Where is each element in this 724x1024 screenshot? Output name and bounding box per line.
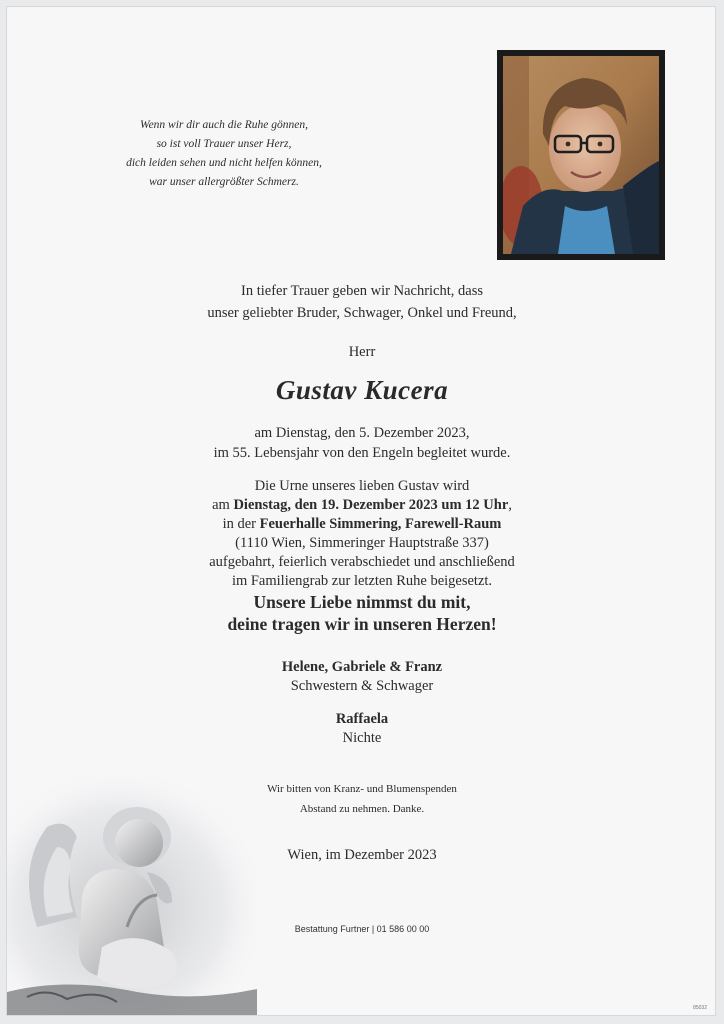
memorial-motto — [7, 591, 716, 635]
angel-image — [7, 777, 257, 1016]
service-venue-pre: in der — [222, 516, 260, 532]
quote-line: so ist voll Trauer unser Herz, — [156, 138, 292, 150]
mourner-names: Raffaela — [335, 711, 389, 727]
service-details — [7, 477, 716, 591]
mourner-relation: Schwestern & Schwager — [290, 678, 434, 694]
service-datetime-bold: Dienstag, den 19. Dezember 2023 um 12 Uhr — [233, 497, 509, 513]
portrait-image — [503, 56, 659, 254]
quote-line: war unser allergrößter Schmerz. — [149, 176, 299, 188]
service-address: (1110 Wien, Simmeringer Hauptstraße 337) — [235, 535, 489, 551]
death-line: im 55. Lebensjahr von den Engeln begleitet wurde. — [213, 445, 511, 461]
portrait-photo — [503, 56, 659, 254]
mourner-group — [7, 658, 716, 696]
motto-line: deine tragen wir in unseren Herzen! — [227, 614, 497, 634]
portrait-frame — [497, 50, 665, 260]
service-line: im Familiengrab zur letzten Ruhe beigesetzt. — [231, 573, 493, 589]
death-notice — [7, 423, 716, 463]
quote-line: dich leiden sehen und nicht helfen können, — [126, 157, 322, 169]
mourner-names: Helene, Gabriele & Franz — [281, 659, 443, 675]
service-datetime-pre: am — [212, 497, 234, 513]
service-line: aufgebahrt, feierlich verabschiedet und anschließend — [209, 554, 515, 570]
motto-line: Unsere Liebe nimmst du mit, — [253, 592, 471, 612]
service-venue-bold: Feuerhalle Simmering, Farewell-Raum — [259, 516, 502, 532]
obituary-page — [6, 6, 716, 1016]
place-date: Wien, im Dezember 2023 — [287, 847, 437, 863]
intro-line: unser geliebter Bruder, Schwager, Onkel und Freund, — [207, 305, 517, 321]
intro-text — [7, 280, 716, 324]
donation-line: Abstand zu nehmen. Danke. — [299, 803, 425, 815]
deceased-name: Gustav Kucera — [275, 375, 449, 405]
memorial-quote — [99, 116, 349, 192]
donation-line: Wir bitten von Kranz- und Blumenspenden — [267, 783, 457, 795]
form-code: 85032 — [693, 1005, 707, 1011]
service-line: Die Urne unseres lieben Gustav wird — [254, 478, 470, 494]
service-datetime-post: , — [508, 497, 512, 513]
angel-statue-icon — [7, 777, 257, 1016]
salutation: Herr — [348, 344, 376, 360]
mourner-group — [7, 710, 716, 748]
mourner-relation: Nichte — [342, 730, 382, 746]
death-line: am Dienstag, den 5. Dezember 2023, — [254, 425, 470, 441]
intro-line: In tiefer Trauer geben wir Nachricht, dass — [241, 283, 483, 299]
funeral-home-footer: Bestattung Furtner | 01 586 00 00 — [294, 924, 430, 934]
service-venue — [7, 515, 716, 534]
quote-line: Wenn wir dir auch die Ruhe gönnen, — [140, 119, 308, 131]
service-datetime — [7, 496, 716, 515]
